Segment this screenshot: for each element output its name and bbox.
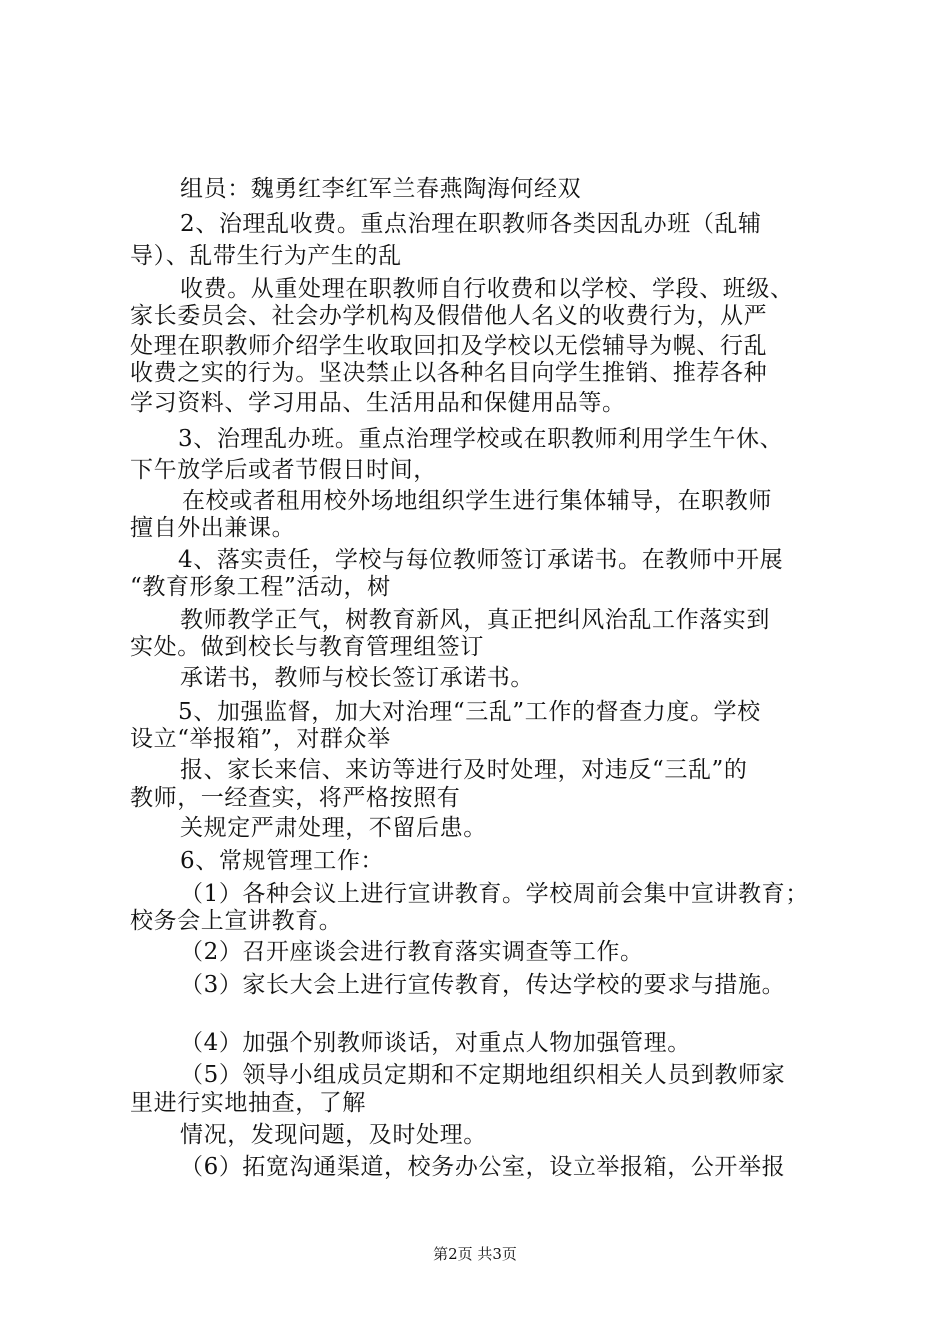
text-line: 3、治理乱办班。重点治理学校或在职教师利用学生午休、 <box>178 426 784 452</box>
text-line: 导）、乱带生行为产生的乱 <box>130 243 402 269</box>
text-line: 教师，一经查实，将严格按照有 <box>130 785 461 811</box>
text-line: （4）加强个别教师谈话，对重点人物加强管理。 <box>180 1030 691 1056</box>
text-line: 收费。从重处理在职教师自行收费和以学校、学段、班级、 <box>180 276 794 302</box>
text-line: 校务会上宣讲教育。 <box>130 908 343 934</box>
text-line: 组员：魏勇红李红军兰春燕陶海何经双 <box>180 176 582 202</box>
text-line: 5、加强监督，加大对治理“三乱”工作的督查力度。学校 <box>178 699 761 725</box>
text-line: 6、常规管理工作： <box>180 848 385 874</box>
text-line: （3）家长大会上进行宣传教育，传达学校的要求与措施。 <box>180 972 786 998</box>
text-line: 处理在职教师介绍学生收取回扣及学校以无偿辅导为幌、行乱 <box>130 333 768 359</box>
text-line: 情况，发现问题，及时处理。 <box>180 1122 487 1148</box>
text-line: 下午放学后或者节假日时间， <box>130 457 437 483</box>
text-line: 里进行实地抽查，了解 <box>130 1090 366 1116</box>
text-line: 在校或者租用校外场地组织学生进行集体辅导，在职教师 <box>182 488 772 514</box>
text-line: 关规定严肃处理，不留后患。 <box>180 815 487 841</box>
text-line: 4、落实责任，学校与每位教师签订承诺书。在教师中开展 <box>178 547 784 573</box>
text-line: 收费之实的行为。坚决禁止以各种名目向学生推销、推荐各种 <box>130 360 768 386</box>
text-line: 设立“举报箱”，对群众举 <box>130 726 391 752</box>
text-line: 实处。做到校长与教育管理组签订 <box>130 634 484 660</box>
text-line: “教育形象工程”活动，树 <box>130 574 391 600</box>
text-line: 擅自外出兼课。 <box>130 515 296 541</box>
text-line: 教师教学正气，树教育新风，真正把纠风治乱工作落实到 <box>180 607 770 633</box>
text-line: （1）各种会议上进行宣讲教育。学校周前会集中宣讲教育； <box>180 881 809 907</box>
text-line: （6）拓宽沟通渠道，校务办公室，设立举报箱，公开举报 <box>180 1154 786 1180</box>
text-line: 报、家长来信、来访等进行及时处理，对违反“三乱”的 <box>180 757 748 783</box>
text-line: 2、治理乱收费。重点治理在职教师各类因乱办班（乱辅 <box>180 211 762 237</box>
page-footer: 第2页 共3页 <box>433 1245 517 1263</box>
text-line: 承诺书，教师与校长签订承诺书。 <box>180 665 534 691</box>
text-line: （5）领导小组成员定期和不定期地组织相关人员到教师家 <box>180 1062 786 1088</box>
text-line: 家长委员会、社会办学机构及假借他人名义的收费行为，从严 <box>130 303 768 329</box>
text-line: 学习资料、学习用品、生活用品和保健用品等。 <box>130 390 626 416</box>
text-line: （2）召开座谈会进行教育落实调查等工作。 <box>180 939 644 965</box>
